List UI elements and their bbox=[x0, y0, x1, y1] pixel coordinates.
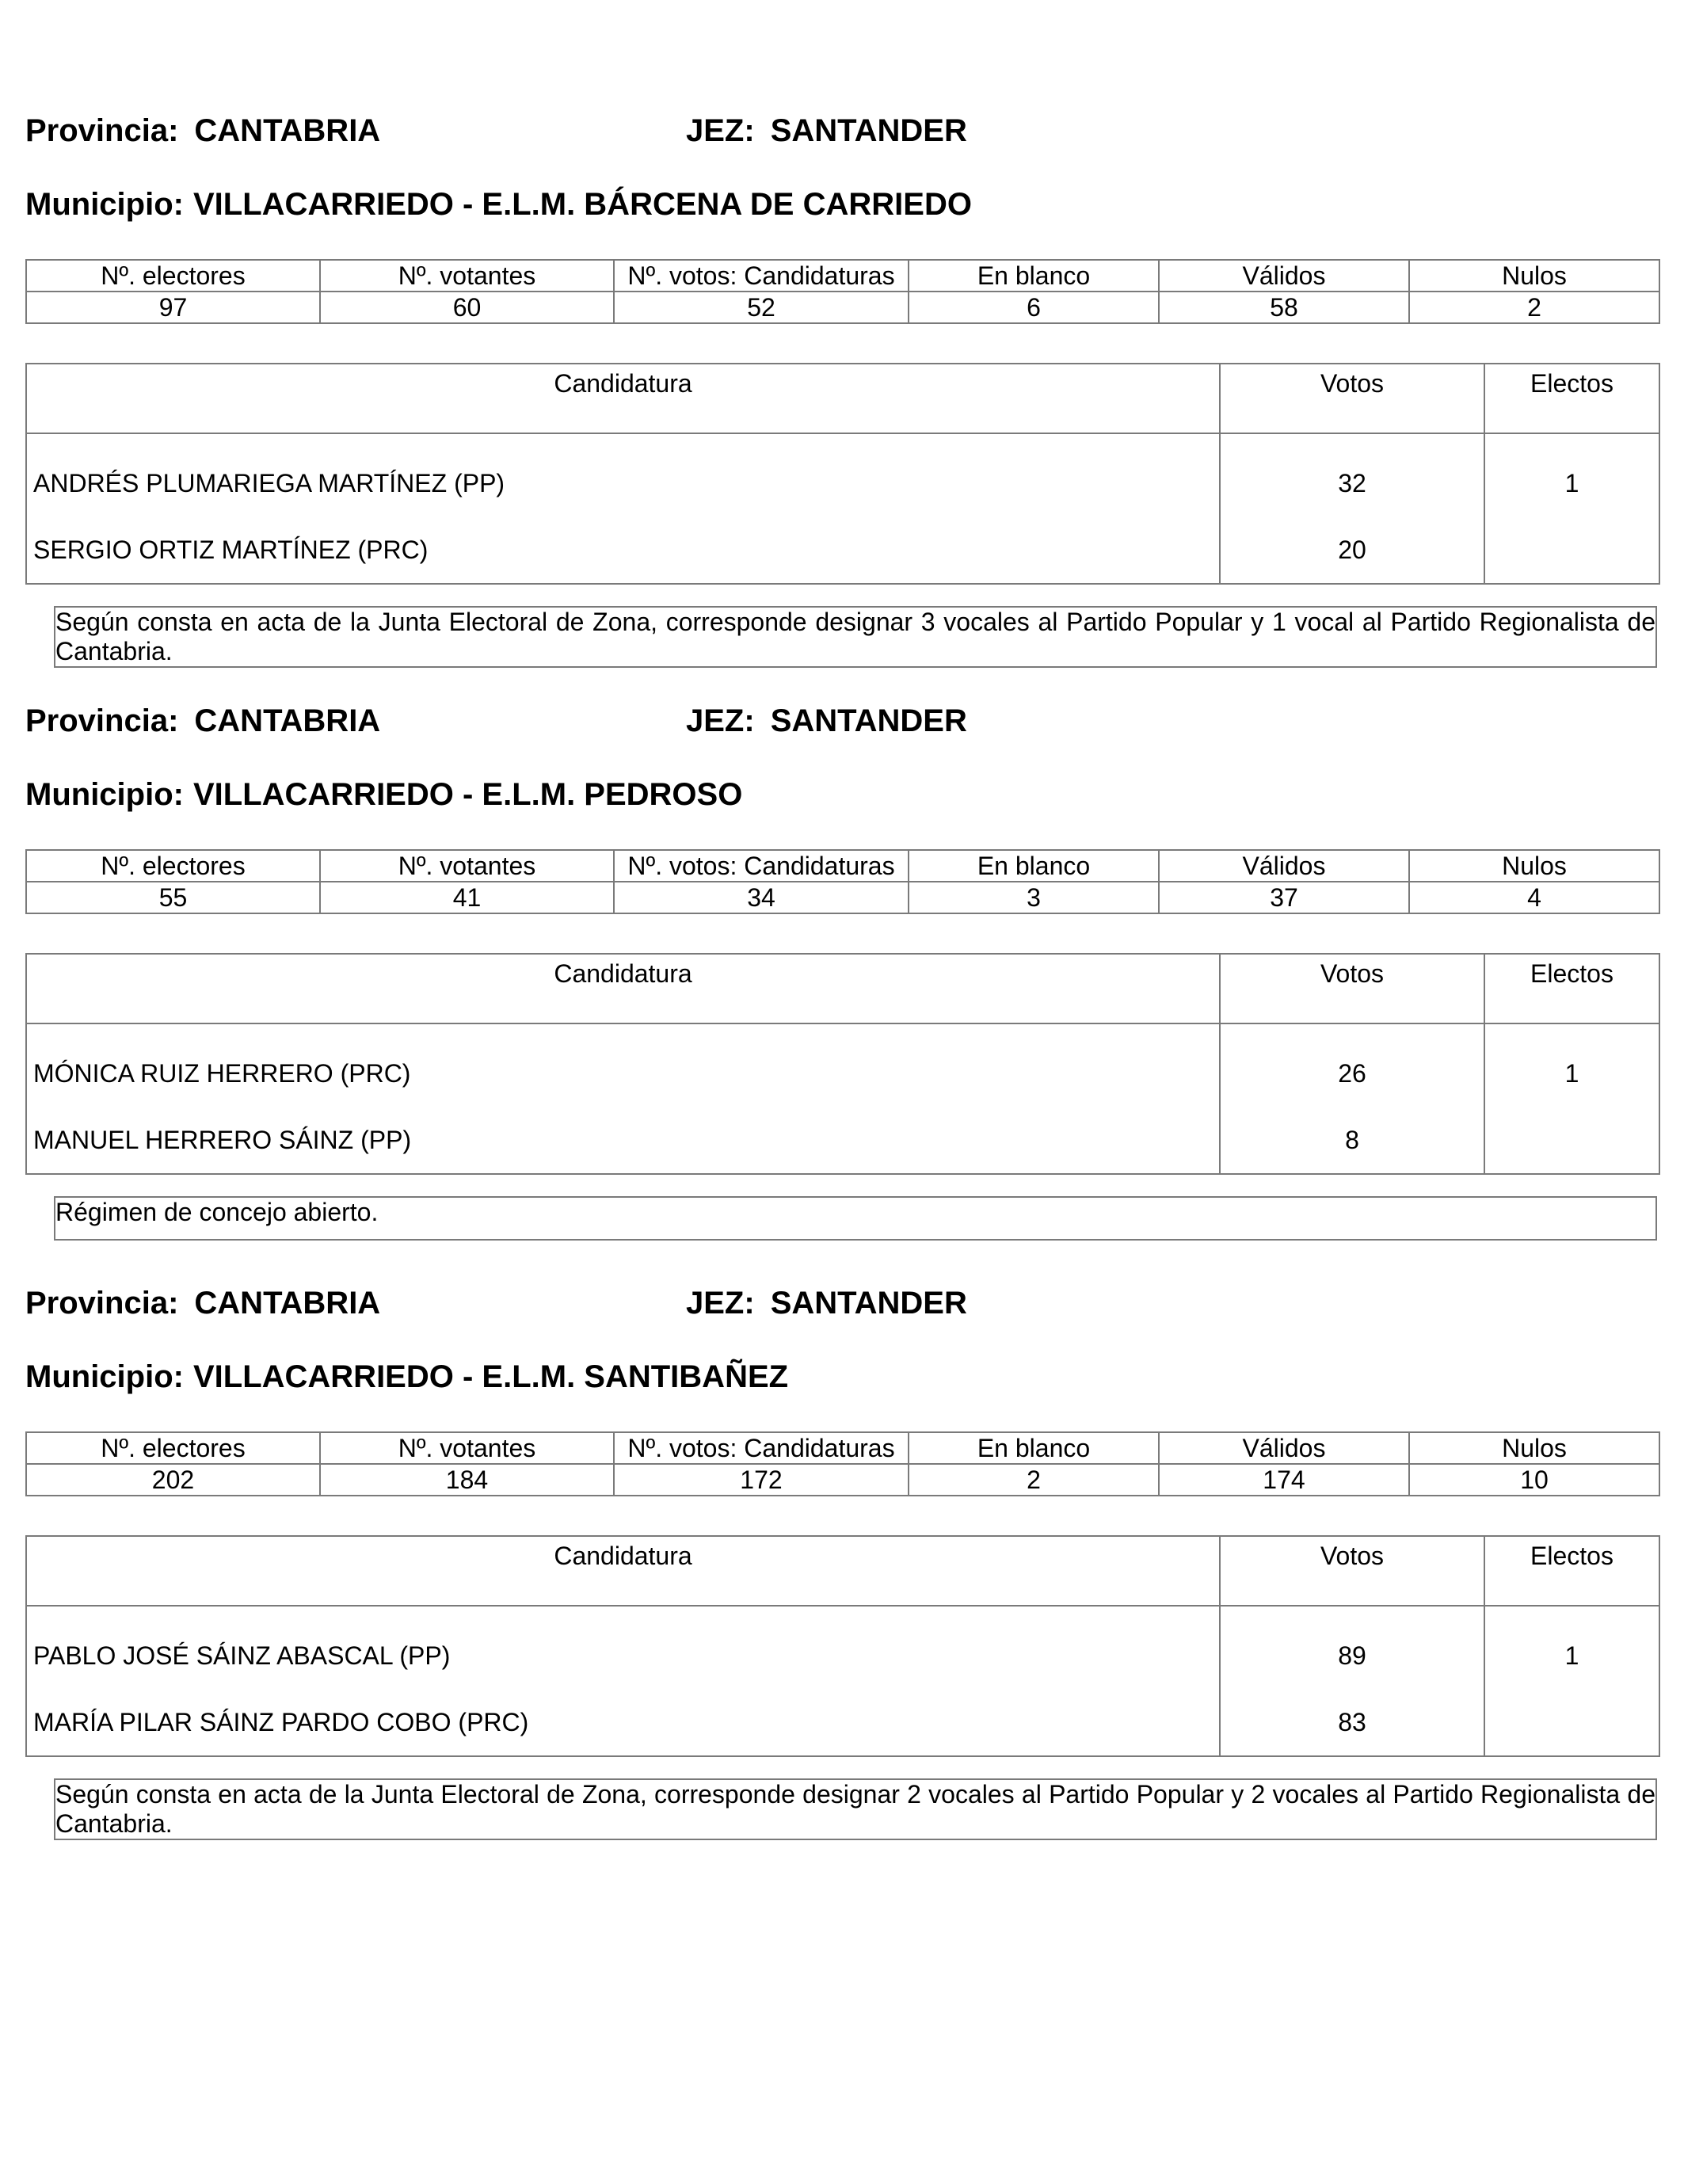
municipio-line bbox=[25, 1361, 788, 1393]
stats-header-cell: Nº. electores bbox=[26, 260, 320, 292]
provincia-label: Provincia: bbox=[25, 113, 179, 148]
candidate-row bbox=[26, 433, 1659, 516]
stats-value-cell: 97 bbox=[26, 292, 320, 323]
electos-header: Electos bbox=[1484, 1536, 1659, 1606]
stats-header-cell: Nº. votantes bbox=[320, 260, 614, 292]
stats-header-row bbox=[26, 850, 1659, 882]
candidate-name: PABLO JOSÉ SÁINZ ABASCAL (PP) bbox=[26, 1606, 1220, 1689]
stats-header-cell: En blanco bbox=[909, 260, 1159, 292]
stats-value-cell: 34 bbox=[614, 882, 909, 913]
candidatura-header: Candidatura bbox=[26, 954, 1220, 1023]
jez-line bbox=[686, 1287, 967, 1319]
stats-value-row bbox=[26, 292, 1659, 323]
candidates-header-row bbox=[26, 364, 1659, 433]
candidate-electos: 1 bbox=[1484, 433, 1659, 516]
jez-label: JEZ: bbox=[686, 1286, 755, 1321]
note-box: Régimen de concejo abierto. bbox=[54, 1196, 1657, 1241]
stats-value-cell: 58 bbox=[1159, 292, 1409, 323]
candidate-row bbox=[26, 1689, 1659, 1756]
stats-value-cell: 10 bbox=[1409, 1464, 1659, 1496]
stats-header-cell: Válidos bbox=[1159, 850, 1409, 882]
stats-header-cell: Nulos bbox=[1409, 1432, 1659, 1464]
votos-header: Votos bbox=[1220, 364, 1484, 433]
stats-value-cell: 3 bbox=[909, 882, 1159, 913]
candidate-votos: 20 bbox=[1220, 516, 1484, 584]
candidate-votos: 26 bbox=[1220, 1023, 1484, 1107]
stats-header-cell: Válidos bbox=[1159, 1432, 1409, 1464]
candidate-electos bbox=[1484, 1689, 1659, 1756]
candidate-electos: 1 bbox=[1484, 1606, 1659, 1689]
candidates-header-row bbox=[26, 1536, 1659, 1606]
municipio-line bbox=[25, 189, 972, 220]
stats-table bbox=[25, 849, 1660, 914]
stats-header-cell: Nº. votos: Candidaturas bbox=[614, 850, 909, 882]
candidate-row bbox=[26, 1023, 1659, 1107]
stats-value-cell: 172 bbox=[614, 1464, 909, 1496]
provincia-line bbox=[25, 115, 380, 147]
jez-line bbox=[686, 115, 967, 147]
stats-header-cell: Nº. electores bbox=[26, 850, 320, 882]
stats-value-cell: 202 bbox=[26, 1464, 320, 1496]
stats-value-cell: 37 bbox=[1159, 882, 1409, 913]
provincia-line bbox=[25, 705, 380, 737]
provincia-line bbox=[25, 1287, 380, 1319]
votos-header: Votos bbox=[1220, 954, 1484, 1023]
municipio-value: VILLACARRIEDO - E.L.M. PEDROSO bbox=[192, 777, 743, 812]
stats-value-cell: 55 bbox=[26, 882, 320, 913]
stats-value-cell: 52 bbox=[614, 292, 909, 323]
candidate-votos: 8 bbox=[1220, 1107, 1484, 1174]
stats-table bbox=[25, 259, 1660, 324]
stats-table bbox=[25, 1431, 1660, 1496]
stats-header-cell: Nulos bbox=[1409, 260, 1659, 292]
candidate-electos bbox=[1484, 1107, 1659, 1174]
candidates-table bbox=[25, 1535, 1660, 1757]
candidate-name: ANDRÉS PLUMARIEGA MARTÍNEZ (PP) bbox=[26, 433, 1220, 516]
stats-value-cell: 174 bbox=[1159, 1464, 1409, 1496]
provincia-value: CANTABRIA bbox=[194, 1286, 381, 1321]
electos-header: Electos bbox=[1484, 364, 1659, 433]
stats-header-cell: En blanco bbox=[909, 850, 1159, 882]
candidate-electos: 1 bbox=[1484, 1023, 1659, 1107]
stats-header-cell: Nulos bbox=[1409, 850, 1659, 882]
municipio-line bbox=[25, 779, 742, 810]
candidate-row bbox=[26, 1107, 1659, 1174]
jez-value: SANTANDER bbox=[770, 113, 967, 148]
note-box: Según consta en acta de la Junta Electoral de Zona, corresponde designar 3 vocales al Partido Popular y 1 vocal al Partido Regionalista de Cantabria. bbox=[54, 606, 1657, 668]
municipio-label: Municipio: bbox=[25, 187, 184, 222]
votos-header: Votos bbox=[1220, 1536, 1484, 1606]
candidate-votos: 89 bbox=[1220, 1606, 1484, 1689]
stats-header-cell: En blanco bbox=[909, 1432, 1159, 1464]
stats-value-cell: 2 bbox=[1409, 292, 1659, 323]
stats-value-cell: 4 bbox=[1409, 882, 1659, 913]
stats-value-row bbox=[26, 882, 1659, 913]
candidate-name: MARÍA PILAR SÁINZ PARDO COBO (PRC) bbox=[26, 1689, 1220, 1756]
stats-header-cell: Nº. votantes bbox=[320, 850, 614, 882]
provincia-value: CANTABRIA bbox=[194, 703, 381, 738]
candidatura-header: Candidatura bbox=[26, 1536, 1220, 1606]
municipio-label: Municipio: bbox=[25, 1359, 184, 1394]
candidate-electos bbox=[1484, 516, 1659, 584]
jez-label: JEZ: bbox=[686, 113, 755, 148]
stats-header-cell: Válidos bbox=[1159, 260, 1409, 292]
candidate-name: MANUEL HERRERO SÁINZ (PP) bbox=[26, 1107, 1220, 1174]
stats-value-cell: 41 bbox=[320, 882, 614, 913]
stats-header-cell: Nº. votos: Candidaturas bbox=[614, 260, 909, 292]
note-box: Según consta en acta de la Junta Electoral de Zona, corresponde designar 2 vocales al Partido Popular y 2 vocales al Partido Regionalista de Cantabria. bbox=[54, 1778, 1657, 1840]
stats-value-cell: 184 bbox=[320, 1464, 614, 1496]
jez-value: SANTANDER bbox=[770, 703, 967, 738]
candidates-table bbox=[25, 953, 1660, 1175]
municipio-label: Municipio: bbox=[25, 777, 184, 812]
candidate-name: MÓNICA RUIZ HERRERO (PRC) bbox=[26, 1023, 1220, 1107]
municipio-value: VILLACARRIEDO - E.L.M. BÁRCENA DE CARRIEDO bbox=[192, 187, 972, 222]
stats-header-row bbox=[26, 1432, 1659, 1464]
stats-value-cell: 2 bbox=[909, 1464, 1159, 1496]
jez-line bbox=[686, 705, 967, 737]
stats-header-cell: Nº. electores bbox=[26, 1432, 320, 1464]
candidate-votos: 83 bbox=[1220, 1689, 1484, 1756]
municipio-value: VILLACARRIEDO - E.L.M. SANTIBAÑEZ bbox=[192, 1359, 789, 1394]
jez-label: JEZ: bbox=[686, 703, 755, 738]
candidate-name: SERGIO ORTIZ MARTÍNEZ (PRC) bbox=[26, 516, 1220, 584]
candidates-header-row bbox=[26, 954, 1659, 1023]
provincia-label: Provincia: bbox=[25, 703, 179, 738]
candidate-votos: 32 bbox=[1220, 433, 1484, 516]
stats-header-cell: Nº. votos: Candidaturas bbox=[614, 1432, 909, 1464]
provincia-value: CANTABRIA bbox=[194, 113, 381, 148]
stats-value-cell: 60 bbox=[320, 292, 614, 323]
candidate-row bbox=[26, 516, 1659, 584]
stats-value-row bbox=[26, 1464, 1659, 1496]
candidates-table bbox=[25, 363, 1660, 585]
candidatura-header: Candidatura bbox=[26, 364, 1220, 433]
electos-header: Electos bbox=[1484, 954, 1659, 1023]
provincia-label: Provincia: bbox=[25, 1286, 179, 1321]
stats-header-cell: Nº. votantes bbox=[320, 1432, 614, 1464]
candidate-row bbox=[26, 1606, 1659, 1689]
jez-value: SANTANDER bbox=[770, 1286, 967, 1321]
stats-header-row bbox=[26, 260, 1659, 292]
stats-value-cell: 6 bbox=[909, 292, 1159, 323]
